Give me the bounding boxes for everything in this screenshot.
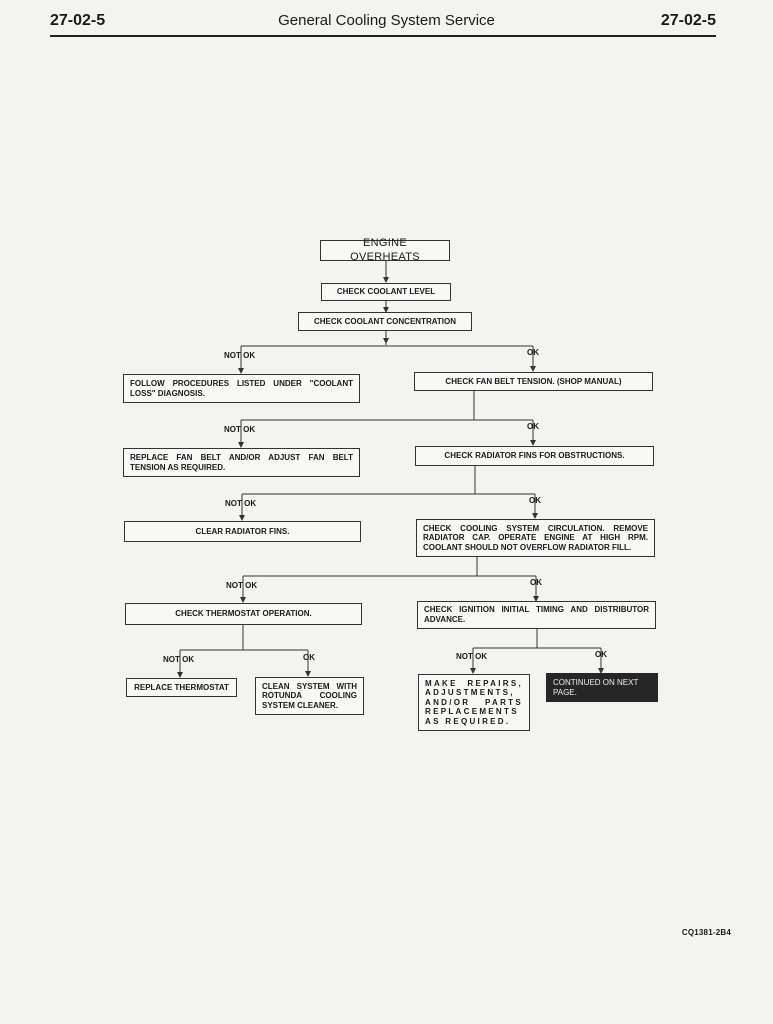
step-check-coolant-level: CHECK COOLANT LEVEL	[321, 283, 451, 301]
step-check-circulation: CHECK COOLING SYSTEM CIRCULATION. REMOVE RADIATOR CAP. OPERATE ENGINE AT HIGH RPM. COOLANT SHOULD NOT OVERFLOW RADIATOR FILL.	[416, 519, 655, 557]
label-not-ok: NOT OK	[225, 499, 257, 508]
start-engine-overheats: ENGINE OVERHEATS	[320, 240, 450, 261]
continued-on-next-page: CONTINUED ON NEXT PAGE.	[546, 673, 658, 702]
step-clean-cooling-system: CLEAN SYSTEM WITH ROTUNDA COOLING SYSTEM CLEANER.	[255, 677, 364, 715]
label-not-ok: NOT OK	[226, 581, 258, 590]
step-check-thermostat: CHECK THERMOSTAT OPERATION.	[125, 603, 362, 625]
label-ok: OK	[529, 496, 541, 505]
label-ok: OK	[527, 348, 539, 357]
label-ok: OK	[530, 578, 542, 587]
step-make-repairs: MAKE REPAIRS, ADJUSTMENTS, AND/OR PARTS REPLACEMENTS AS REQUIRED.	[418, 674, 530, 731]
step-check-fan-belt: CHECK FAN BELT TENSION. (SHOP MANUAL)	[414, 372, 653, 391]
label-not-ok: NOT OK	[224, 425, 256, 434]
page-number-right: 27-02-5	[660, 12, 716, 29]
label-not-ok: NOT OK	[163, 655, 195, 664]
step-check-coolant-concentration: CHECK COOLANT CONCENTRATION	[298, 312, 472, 331]
figure-reference: CQ1381-2B4	[681, 928, 731, 937]
label-not-ok: NOT OK	[224, 351, 256, 360]
step-coolant-loss-procedure: FOLLOW PROCEDURES LISTED UNDER "COOLANT LOSS" DIAGNOSIS.	[123, 374, 360, 403]
label-ok: OK	[303, 653, 315, 662]
page-title: General Cooling System Service	[278, 12, 495, 29]
step-adjust-fan-belt: REPLACE FAN BELT AND/OR ADJUST FAN BELT TENSION AS REQUIRED.	[123, 448, 360, 477]
step-replace-thermostat: REPLACE THERMOSTAT	[126, 678, 237, 697]
label-not-ok: NOT OK	[456, 652, 488, 661]
step-check-radiator-fins: CHECK RADIATOR FINS FOR OBSTRUCTIONS.	[415, 446, 654, 466]
label-ok: OK	[595, 650, 607, 659]
step-clear-radiator-fins: CLEAR RADIATOR FINS.	[124, 521, 361, 542]
label-ok: OK	[527, 422, 539, 431]
step-check-ignition-timing: CHECK IGNITION INITIAL TIMING AND DISTRIBUTOR ADVANCE.	[417, 601, 656, 629]
page-number-left: 27-02-5	[50, 12, 106, 29]
